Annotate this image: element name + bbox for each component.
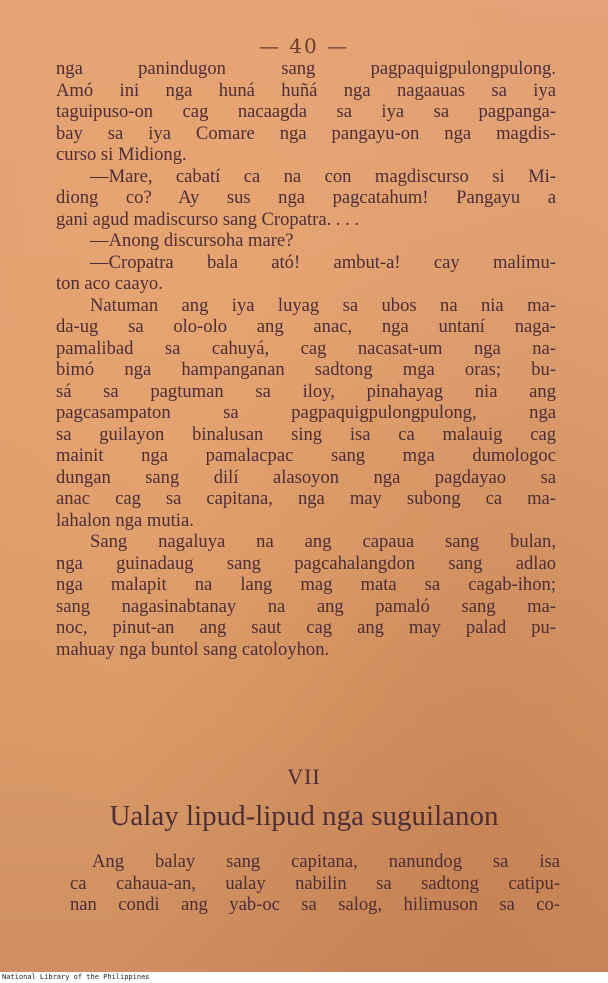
text-line: nan condi ang yab-oc sa salog, hilimuson sa co- (70, 894, 560, 915)
text-line: —Mare, cabatí ca na con magdiscurso si Mi- (90, 165, 556, 187)
paragraph (56, 252, 556, 295)
text-line: nga malapit na lang mag mata sa cagab-ihon; (56, 574, 556, 595)
text-line: bay sa iya Comare nga pangayu-on nga magdis- (56, 122, 556, 144)
text-line: dungan sang dilí alasoyon nga pagdayao sa (56, 466, 556, 488)
text-line: lahalon nga mutia. (56, 509, 194, 531)
text-line: sá sa pagtuman sa iloy, pinahayag nia ang (56, 380, 556, 402)
text-line: mainit nga pamalacpac sang mga dumologoc (56, 445, 556, 466)
page-number: — 40 — (258, 34, 350, 58)
text-line: pagcasampaton sa pagpaquigpulongpulong, nga (56, 402, 556, 423)
text-line: mahuay nga buntol sang catoloyhon. (56, 638, 330, 660)
text-line: ton aco caayo. (56, 273, 163, 294)
paragraph (56, 58, 556, 166)
text-line: sang nagasinabtanay na ang pamaló sang ma- (56, 595, 556, 617)
text-line: —Anong discursoha mare? (90, 230, 294, 251)
text-line: nga panindugon sang pagpaquigpulongpulong. (56, 58, 556, 79)
text-line: anac cag sa capitana, nga may subong ca ma- (56, 488, 556, 509)
paragraph (56, 230, 556, 252)
text-line: curso si Midiong. (56, 144, 187, 165)
text-line: Natuman ang iya luyag sa ubos na nia ma- (90, 294, 556, 316)
text-line: taguipuso-on cag nacaagda sa iya sa pagpanga- (56, 101, 556, 122)
text-line: noc, pinut-an ang saut cag ang may palad pu- (56, 617, 556, 638)
text-line: diong co? Ay sus nga pagcatahum! Pangayu a (56, 187, 556, 208)
chapter-title: Ualay lipud-lipud nga suguilanon (109, 800, 499, 832)
text-line: Sang nagaluya na ang capaua sang bulan, (90, 531, 556, 552)
paragraph (56, 531, 556, 660)
chapter-text (70, 851, 560, 916)
text-line: gani agud madiscurso sang Cropatra. . . . (56, 208, 360, 230)
text-line: da-ug sa olo-olo ang anac, nga untaní naga- (56, 316, 556, 337)
text-line: nga guinadaug sang pagcahalangdon sang adlao (56, 552, 556, 574)
text-line: Ang balay sang capitana, nanundog sa isa (92, 851, 560, 872)
text-line: pamalibad sa cahuyá, cag nacasat-um nga na- (56, 337, 556, 359)
footer-credit: National Library of the Philippines (0, 972, 608, 983)
text-line: bimó nga hampanganan sadtong mga oras; bu- (56, 359, 556, 380)
text-line: ca cahaua-an, ualay nabilin sa sadtong catipu- (70, 872, 560, 894)
text-line: sa guilayon binalusan sing isa ca malauig cag (56, 423, 556, 445)
body-text (56, 58, 556, 660)
paragraph (56, 166, 556, 231)
text-line: Amó ini nga huná huñá nga nagaauas sa iya (56, 79, 556, 101)
chapter-number: VII (287, 764, 321, 789)
paragraph (56, 295, 556, 532)
text-line: —Cropatra bala ató! ambut-a! cay malimu- (90, 251, 556, 273)
